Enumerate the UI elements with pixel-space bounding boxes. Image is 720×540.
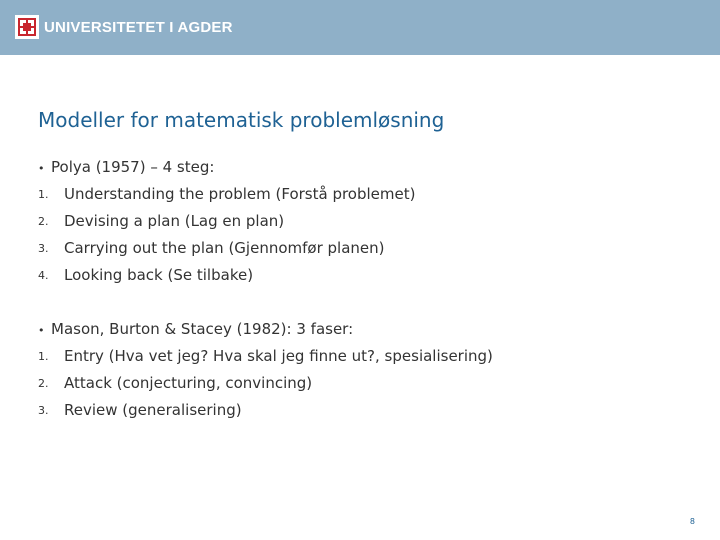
- list-number: 2.: [38, 377, 49, 390]
- list-text: Entry (Hva vet jeg? Hva skal jeg finne ut?, spesialisering): [64, 347, 493, 365]
- list-text: Carrying out the plan (Gjennomfør planen): [64, 239, 385, 257]
- list-text: Looking back (Se tilbake): [64, 266, 254, 284]
- list-number: 2.: [38, 215, 49, 228]
- logo-text: UNIVERSITETET I AGDER: [44, 18, 233, 36]
- bullet-text: Mason, Burton & Stacey (1982): 3 faser:: [51, 320, 354, 338]
- uia-logo-icon: [15, 15, 39, 39]
- bullet-marker: •: [38, 324, 45, 337]
- list-text: Understanding the problem (Forstå problemet): [64, 185, 416, 203]
- list-text: Attack (conjecturing, convincing): [64, 374, 313, 392]
- list-number: 1.: [38, 188, 49, 201]
- bullet-marker: •: [38, 162, 45, 175]
- list-number: 4.: [38, 269, 49, 282]
- list-number: 3.: [38, 404, 49, 417]
- list-number: 3.: [38, 242, 49, 255]
- list-text: Review (generalisering): [64, 401, 242, 419]
- list-number: 1.: [38, 350, 49, 363]
- university-logo[interactable]: [15, 14, 233, 40]
- bullet-text: Polya (1957) – 4 steg:: [51, 158, 215, 176]
- header-bar: [0, 0, 720, 55]
- slide-title: Modeller for matematisk problemløsning: [38, 108, 445, 132]
- list-text: Devising a plan (Lag en plan): [64, 212, 285, 230]
- page-number: 8: [689, 517, 695, 526]
